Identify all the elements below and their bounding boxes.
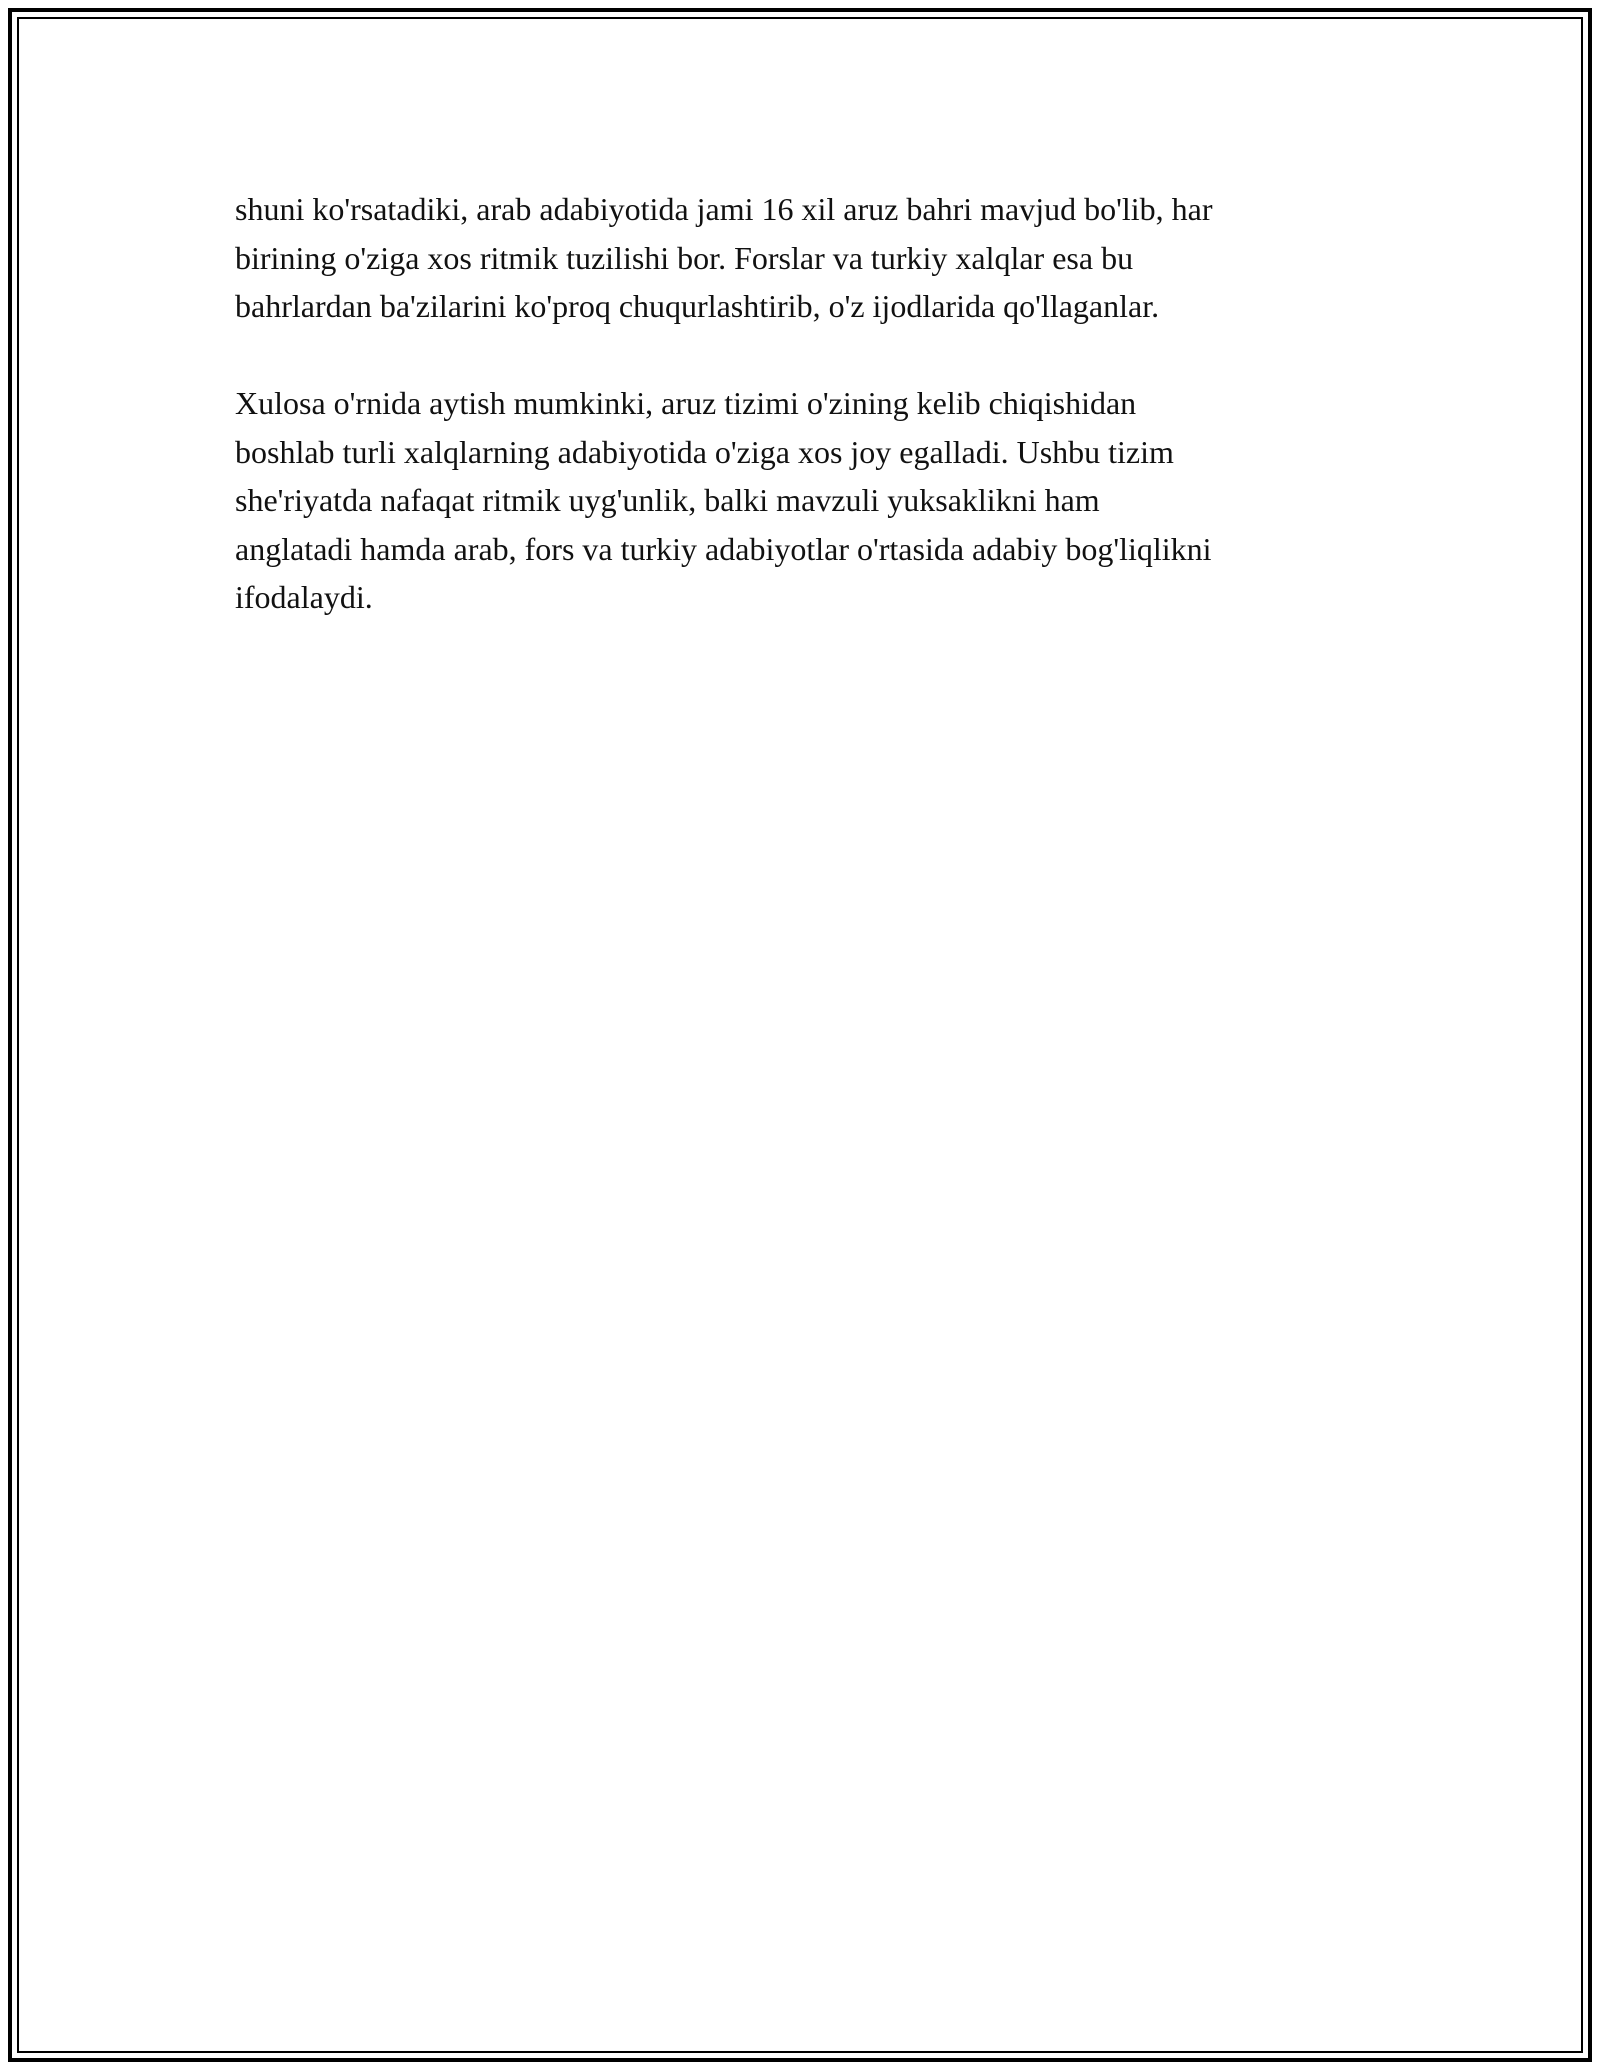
document-body [235, 185, 1365, 622]
paragraph-1 [235, 185, 1365, 331]
text-line: shuni ko'rsatadiki, arab adabiyotida jami 16 xil aruz bahri mavjud bo'lib, har [235, 191, 1213, 227]
text-line: boshlab turli xalqlarning adabiyotida o'ziga xos joy egalladi. Ushbu tizim [235, 433, 1174, 470]
text-line: anglatadi hamda arab, fors va turkiy adabiyotlar o'rtasida adabiy bog'liqlikni [235, 530, 1212, 567]
text-line: birining o'ziga xos ritmik tuzilishi bor. Forslar va turkiy xalqlar esa bu [235, 239, 1134, 276]
text-line: bahrlardan ba'zilarini ko'proq chuqurlashtirib, o'z ijodlarida qo'llaganlar. [235, 288, 1160, 324]
text-line: Xulosa o'rnida aytish mumkinki, aruz tizimi o'zining kelib chiqishidan [235, 385, 1137, 421]
text-line: she'riyatda nafaqat ritmik uyg'unlik, balki mavzuli yuksaklikni ham [235, 482, 1100, 518]
paragraph-2 [235, 379, 1365, 622]
text-line: ifodalaydi. [235, 579, 373, 615]
